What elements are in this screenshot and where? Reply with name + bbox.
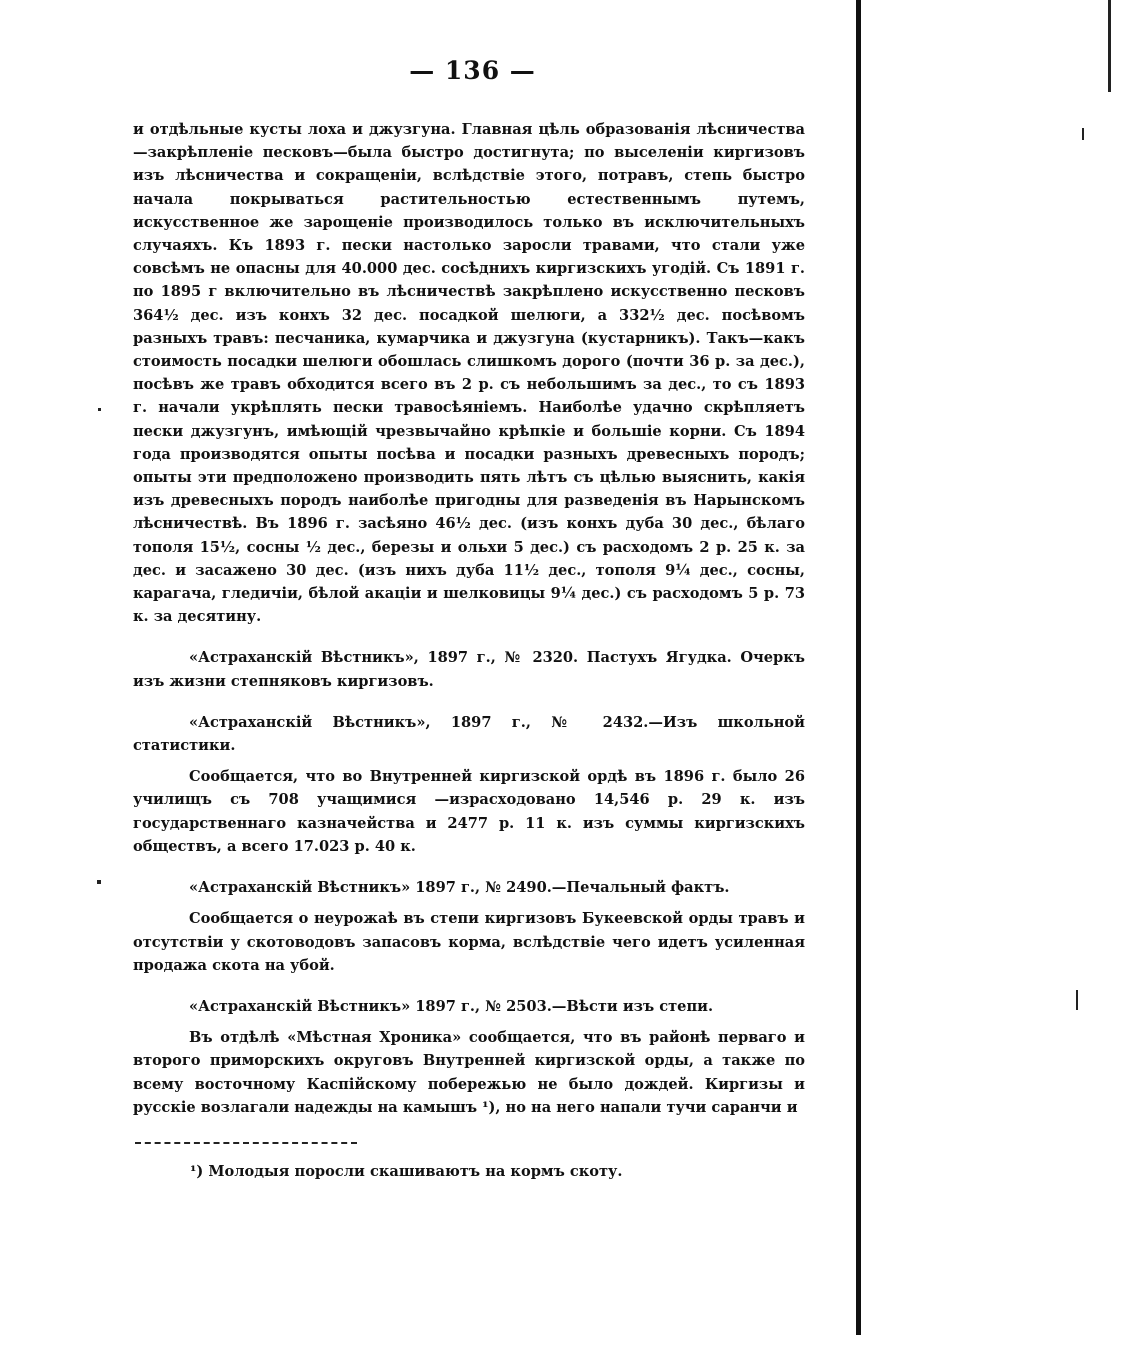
paragraph-reference-2320: «Астраханскій Вѣстникъ», 1897 г., № 2320. Пастухъ Ягудка. Очеркъ изъ жизни степняковъ киргизовъ. — [133, 649, 805, 690]
paragraph-forestry: и отдѣльные кусты лоха и джузгуна. Главная цѣль образованія лѣсничества—закрѣпленіе песковъ—была быстро достигнута; по выселеніи киргизовъ изъ лѣсничества и сокращеніи, вслѣдствіе этого, потравъ, степь быстро начала покрываться растительностью естественнымъ путемъ, искусственное же зарощеніе производилось только въ исключительныхъ случаяхъ. Къ 1893 г. пески настолько заросли травами, что стали уже совсѣмъ не опасны для 40.000 дес. сосѣднихъ киргизскихъ угодій. Съ 1891 г. по 1895 г включительно въ лѣсничествѣ закрѣплено искусственно песковъ 364½ дес. изъ конхъ 32 дес. посадкой шелюги, а 332½ дес. посѣвомъ разныхъ травъ: песчаника, кумарчика и джузгуна (кустарникъ). Такъ—какъ стоимость посадки шелюги обошлась слишкомъ дорого (почти 36 р. за дес.), посѣвъ же травъ обходится всего въ 2 р. съ небольшимъ за дес., то съ 1893 г. начали укрѣплять пески травосѣяніемъ. Наиболѣе удачно скрѣпляетъ пески джузгунъ, имѣющій чрезвычайно крѣпкіе и большіе корни. Съ 1894 года производятся опыты посѣва и посадки разныхъ древесныхъ породъ; опыты эти предположено производить пять лѣтъ съ цѣлью выяснить, какія изъ древесныхъ породъ наиболѣе пригодны для разведенія въ Нарынскомъ лѣсничествѣ. Въ 1896 г. засѣяно 46½ дес. (изъ конхъ дуба 30 дес., бѣлаго тополя 15½, сосны ½ дес., березы и ольхи 5 дес.) съ расходомъ 2 р. 25 к. за дес. и засажено 30 дес. (изъ нихъ дуба 11½ дес., тополя 9¼ дес., сосны, карагача, гледичіи, бѣлой акаціи и шелковицы 9¼ дес.) съ расходомъ 5 р. 73 к. за десятину. — [133, 121, 805, 626]
scan-artifact-speck — [98, 408, 101, 411]
paragraph-school-statistics: Сообщается, что во Внутренней киргизской ордѣ въ 1896 г. было 26 училищъ съ 708 учащимися —израсходовано 14,546 р. 29 к. изъ государственнаго казначейства и 2477 р. 11 к. изъ суммы киргизскихъ обществъ, а всего 17.023 р. 40 к. — [133, 768, 805, 855]
scan-artifact-dash — [1076, 990, 1078, 1010]
main-text — [133, 118, 805, 1119]
scan-artifact-line — [1108, 0, 1111, 92]
paragraph-reference-2490: «Астраханскій Вѣстникъ» 1897 г., № 2490.—Печальный фактъ. — [189, 879, 730, 897]
page-number: — 136 — — [409, 56, 536, 85]
page-binding-edge — [856, 0, 861, 1335]
paragraph-crop-failure: Сообщается о неурожаѣ въ степи киргизовъ Букеевской орды травъ и отсутствіи у скотоводовъ запасовъ корма, вслѣдствіе чего идетъ усиленная продажа скота на убой. — [133, 910, 805, 974]
footnote-divider — [135, 1142, 357, 1144]
paragraph-drought: Въ отдѣлѣ «Мѣстная Хроника» сообщается, что въ районѣ перваго и второго приморскихъ округовъ Внутренней киргизской орды, а также по всему восточному Каспійскому побережью не было дождей. Киргизы и русскіе возлагали надежды на камышъ ¹), но на него напали тучи саранчи и — [133, 1029, 805, 1116]
scan-artifact-dot — [1082, 128, 1084, 140]
footnote: ¹) Молодыя поросли скашиваютъ на кормъ скоту. — [190, 1163, 623, 1180]
scan-artifact-speck — [97, 880, 101, 884]
paragraph-reference-2432: «Астраханскій Вѣстникъ», 1897 г., № 2432.—Изъ школьной статистики. — [133, 713, 805, 755]
paragraph-reference-2503: «Астраханскій Вѣстникъ» 1897 г., № 2503.—Вѣсти изъ степи. — [189, 997, 714, 1015]
